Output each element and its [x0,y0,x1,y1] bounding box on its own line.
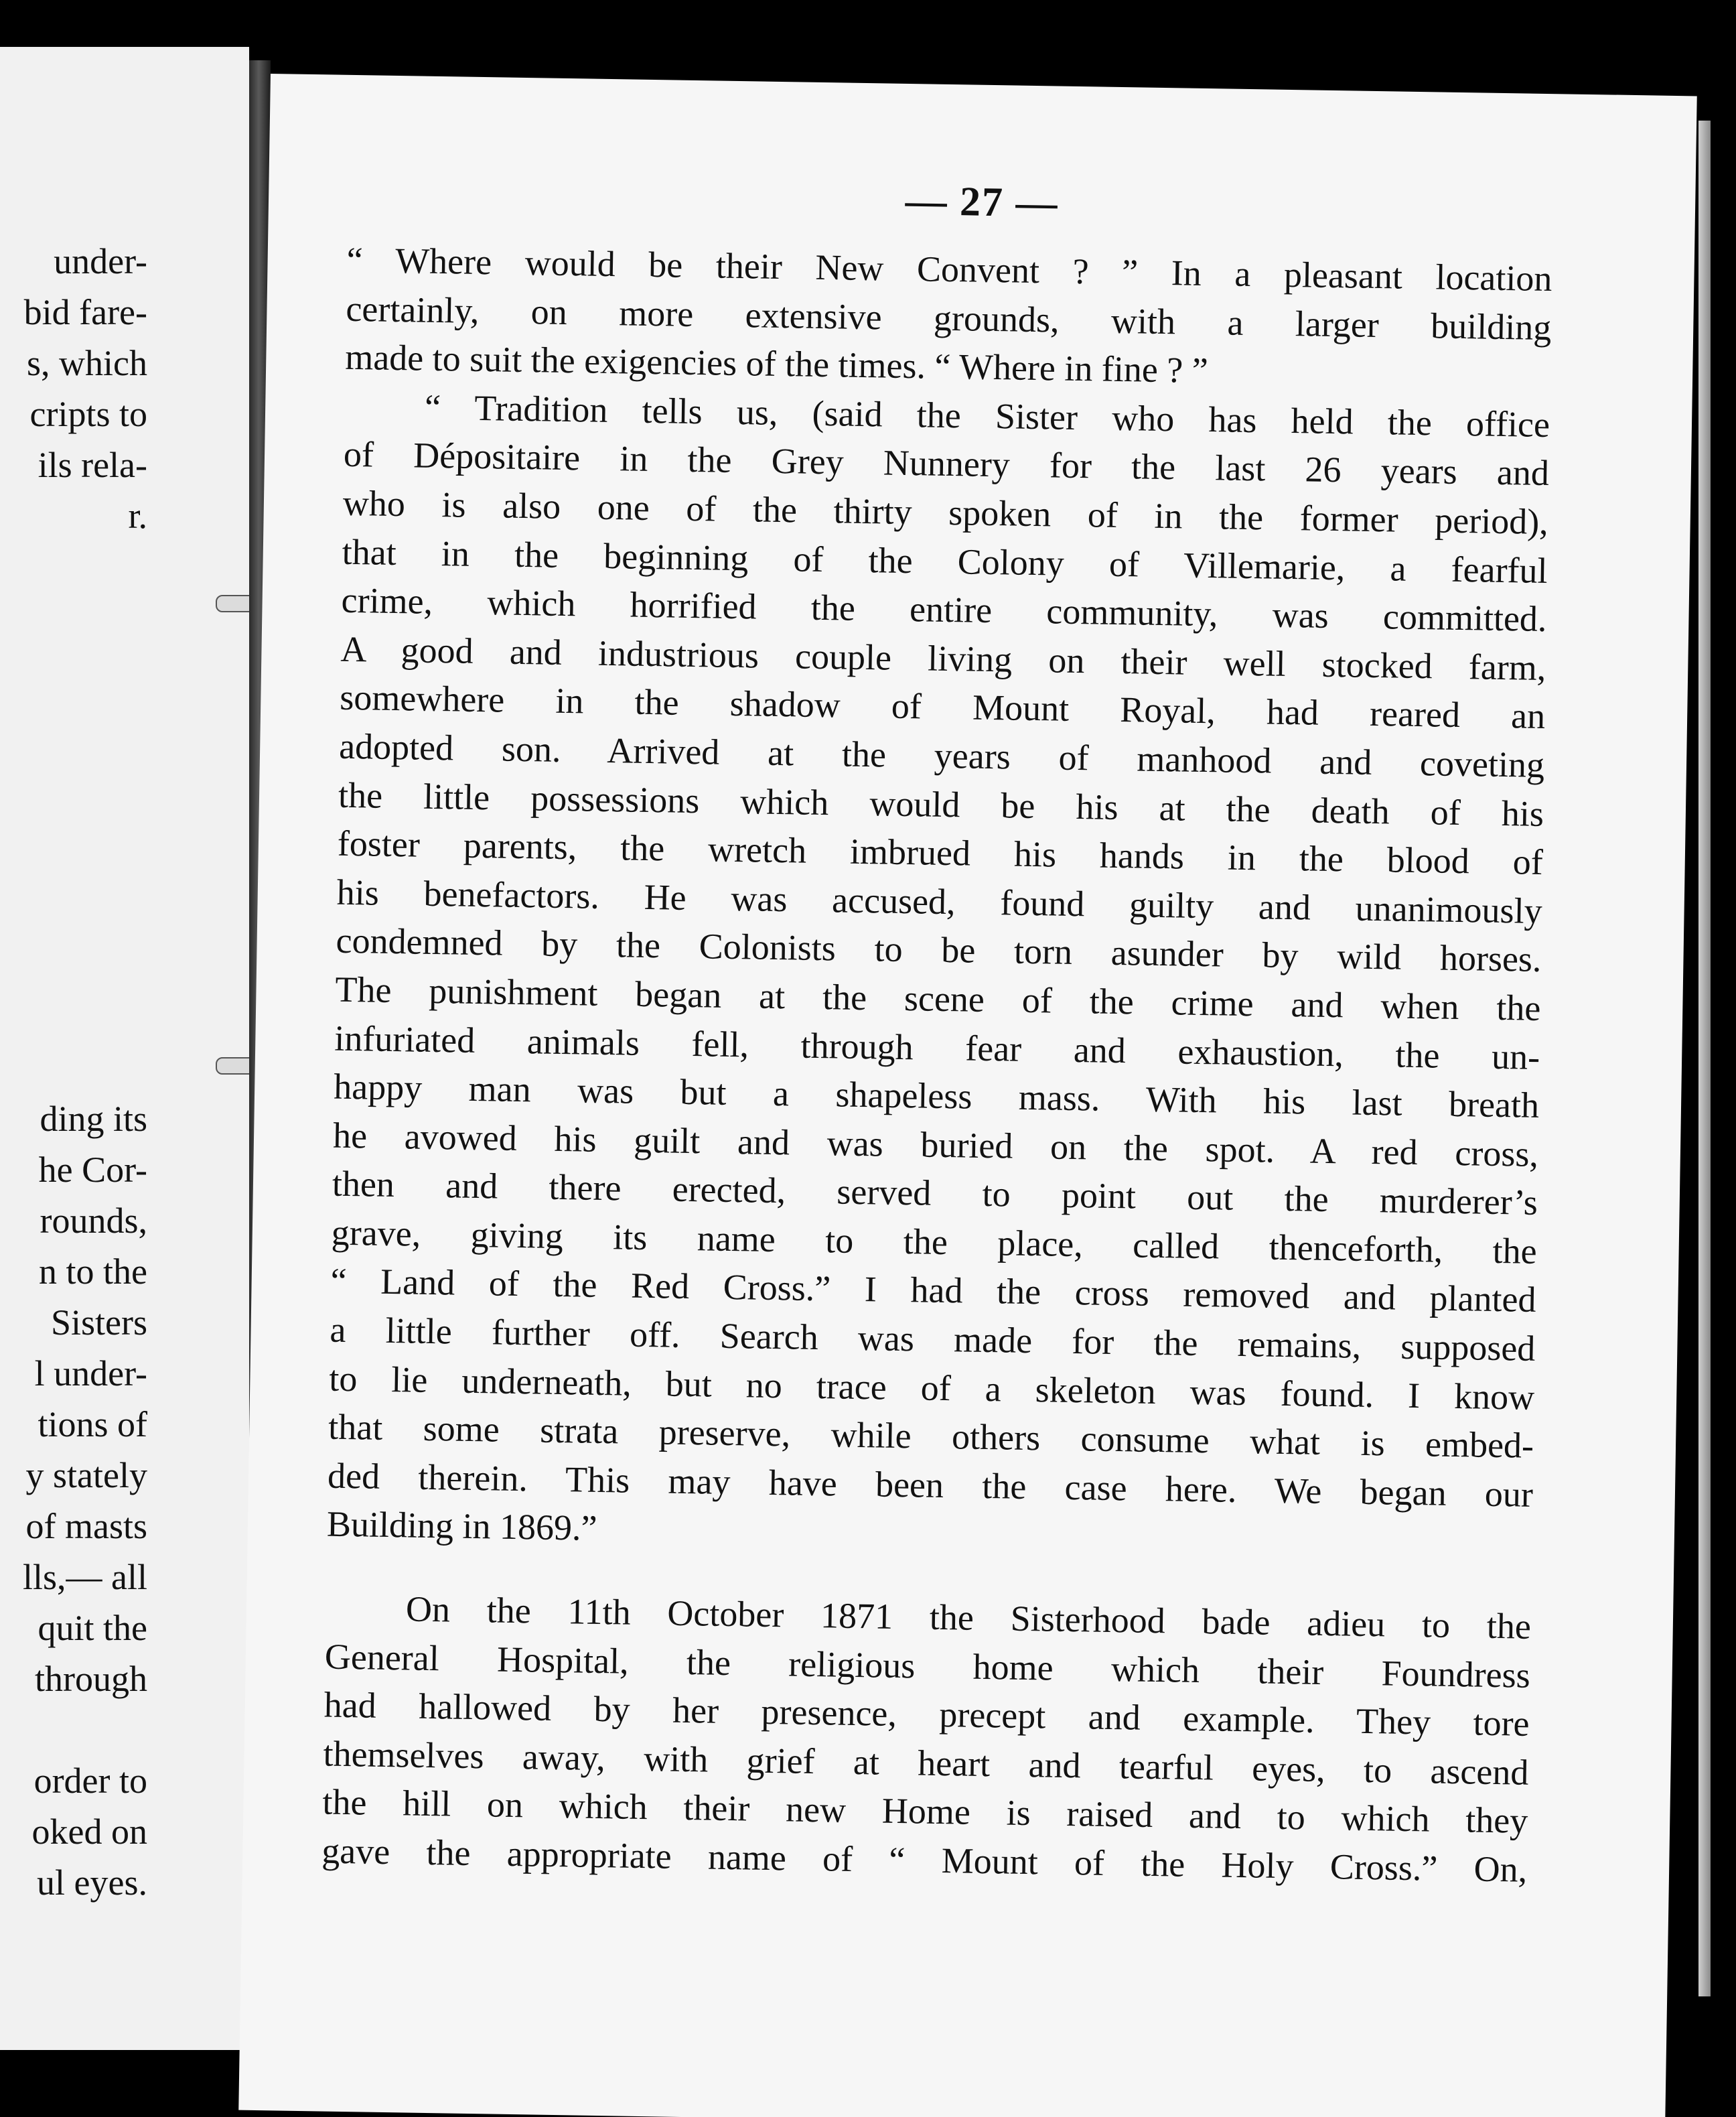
left-page-line-fragment: lls,— all [23,1557,147,1597]
left-page-line-fragment: ul eyes. [37,1862,147,1903]
text-line: the hill on which their new Home is raised and to which they [322,1781,1528,1842]
left-page-line-fragment: bid fare- [23,292,147,332]
text-line: to lie underneath, but no trace of a skeleton was found. I know [328,1358,1535,1418]
left-page-line-fragment: under- [54,241,147,281]
text-line: “ Tradition tells us, (said the Sister who has held the office [424,387,1550,445]
text-line: “ Land of the Red Cross.” I had the cross removed and planted [330,1261,1536,1320]
text-line: had hallowed by her presence, precept and example. They tore [323,1684,1530,1745]
page-number: — 27 — [905,178,1060,226]
left-page-line-fragment: l under- [34,1353,147,1393]
left-page-line-fragment: ding its [40,1099,147,1139]
text-line: who is also one of the thirty spoken of in the former period), [342,482,1549,543]
text-line: then and there erected, served to point out the murderer’s [332,1163,1538,1223]
text-line: of Dépositaire in the Grey Nunnery for the last 26 years and [343,434,1550,494]
text-line: crime, which horrified the entire community, was committed. [341,579,1547,640]
left-page-line-fragment: Sisters [50,1302,147,1343]
text-line: adopted son. Arrived at the years of manhood and coveting [338,726,1545,785]
page-body-text [321,236,1552,1895]
left-page-line-fragment: oked on [31,1812,147,1852]
text-line: his benefactors. He was accused, found guilty and unanimously [336,872,1543,931]
left-page-line-fragment: rounds, [40,1201,147,1241]
left-page-line-fragment: tions of [38,1404,147,1444]
text-line: infuriated animals fell, through fear and exhaustion, the un- [334,1018,1540,1077]
text-line: that some strata preserve, while others consume what is embed- [328,1406,1534,1466]
text-line: General Hospital, the religious home which their Foundress [324,1636,1531,1696]
left-page-line-fragment: of masts [25,1506,147,1546]
text-line: grave, giving its name to the place, called thenceforth, the [331,1212,1538,1272]
left-page-line-fragment: ils rela- [38,445,147,485]
text-line: condemned by the Colonists to be torn asunder by wild horses. [336,920,1542,980]
text-line: A good and industrious couple living on their well stocked farm, [340,628,1546,688]
text-line: On the 11th October 1871 the Sisterhood bade adieu to the [405,1588,1532,1647]
left-page-line-fragment: r. [128,496,147,536]
text-line: a little further off. Search was made for the remains, supposed [330,1309,1536,1369]
left-page-line-fragment: s, which [27,343,147,383]
left-page-line-fragment: cripts to [29,394,147,434]
text-line: Building in 1869.” [326,1504,597,1549]
text-line: that in the beginning of the Colony of Villemarie, a fearful [342,531,1548,591]
left-page [0,47,249,2050]
text-line: the little possessions which would be his at the death of his [338,774,1544,834]
text-line: gave the appropriate name of “ Mount of the Holy Cross.” On, [321,1830,1528,1890]
text-line: The punishment began at the scene of the crime and when the [335,969,1541,1028]
text-line: made to suit the exigencies of the times. “ Where in fine ? ” [344,336,1209,391]
text-line: he avowed his guilt and was buried on the spot. A red cross, [332,1115,1539,1174]
text-line: themselves away, with grief at heart and tearful eyes, to ascend [323,1733,1529,1793]
left-page-line-fragment: y stately [25,1455,147,1495]
text-line: “ Where would be their New Convent ? ” In a pleasant location [346,239,1552,299]
text-line: foster parents, the wretch imbrued his hands in the blood of [337,823,1544,883]
page-edge [1698,121,1711,1996]
left-page-line-fragment: through [35,1659,147,1699]
text-line: ded therein. This may have been the case here. We began our [327,1455,1534,1515]
left-page-line-fragment: order to [33,1761,147,1801]
left-page-line-fragment: n to the [39,1251,147,1292]
left-page-line-fragment: quit the [38,1608,147,1648]
right-page [238,74,1696,2117]
text-line: certainly, on more extensive grounds, with a larger building [346,288,1552,348]
text-line: somewhere in the shadow of Mount Royal, had reared an [339,677,1546,737]
left-page-line-fragment: he Cor- [38,1150,147,1190]
text-line: happy man was but a shapeless mass. With his last breath [333,1066,1540,1126]
